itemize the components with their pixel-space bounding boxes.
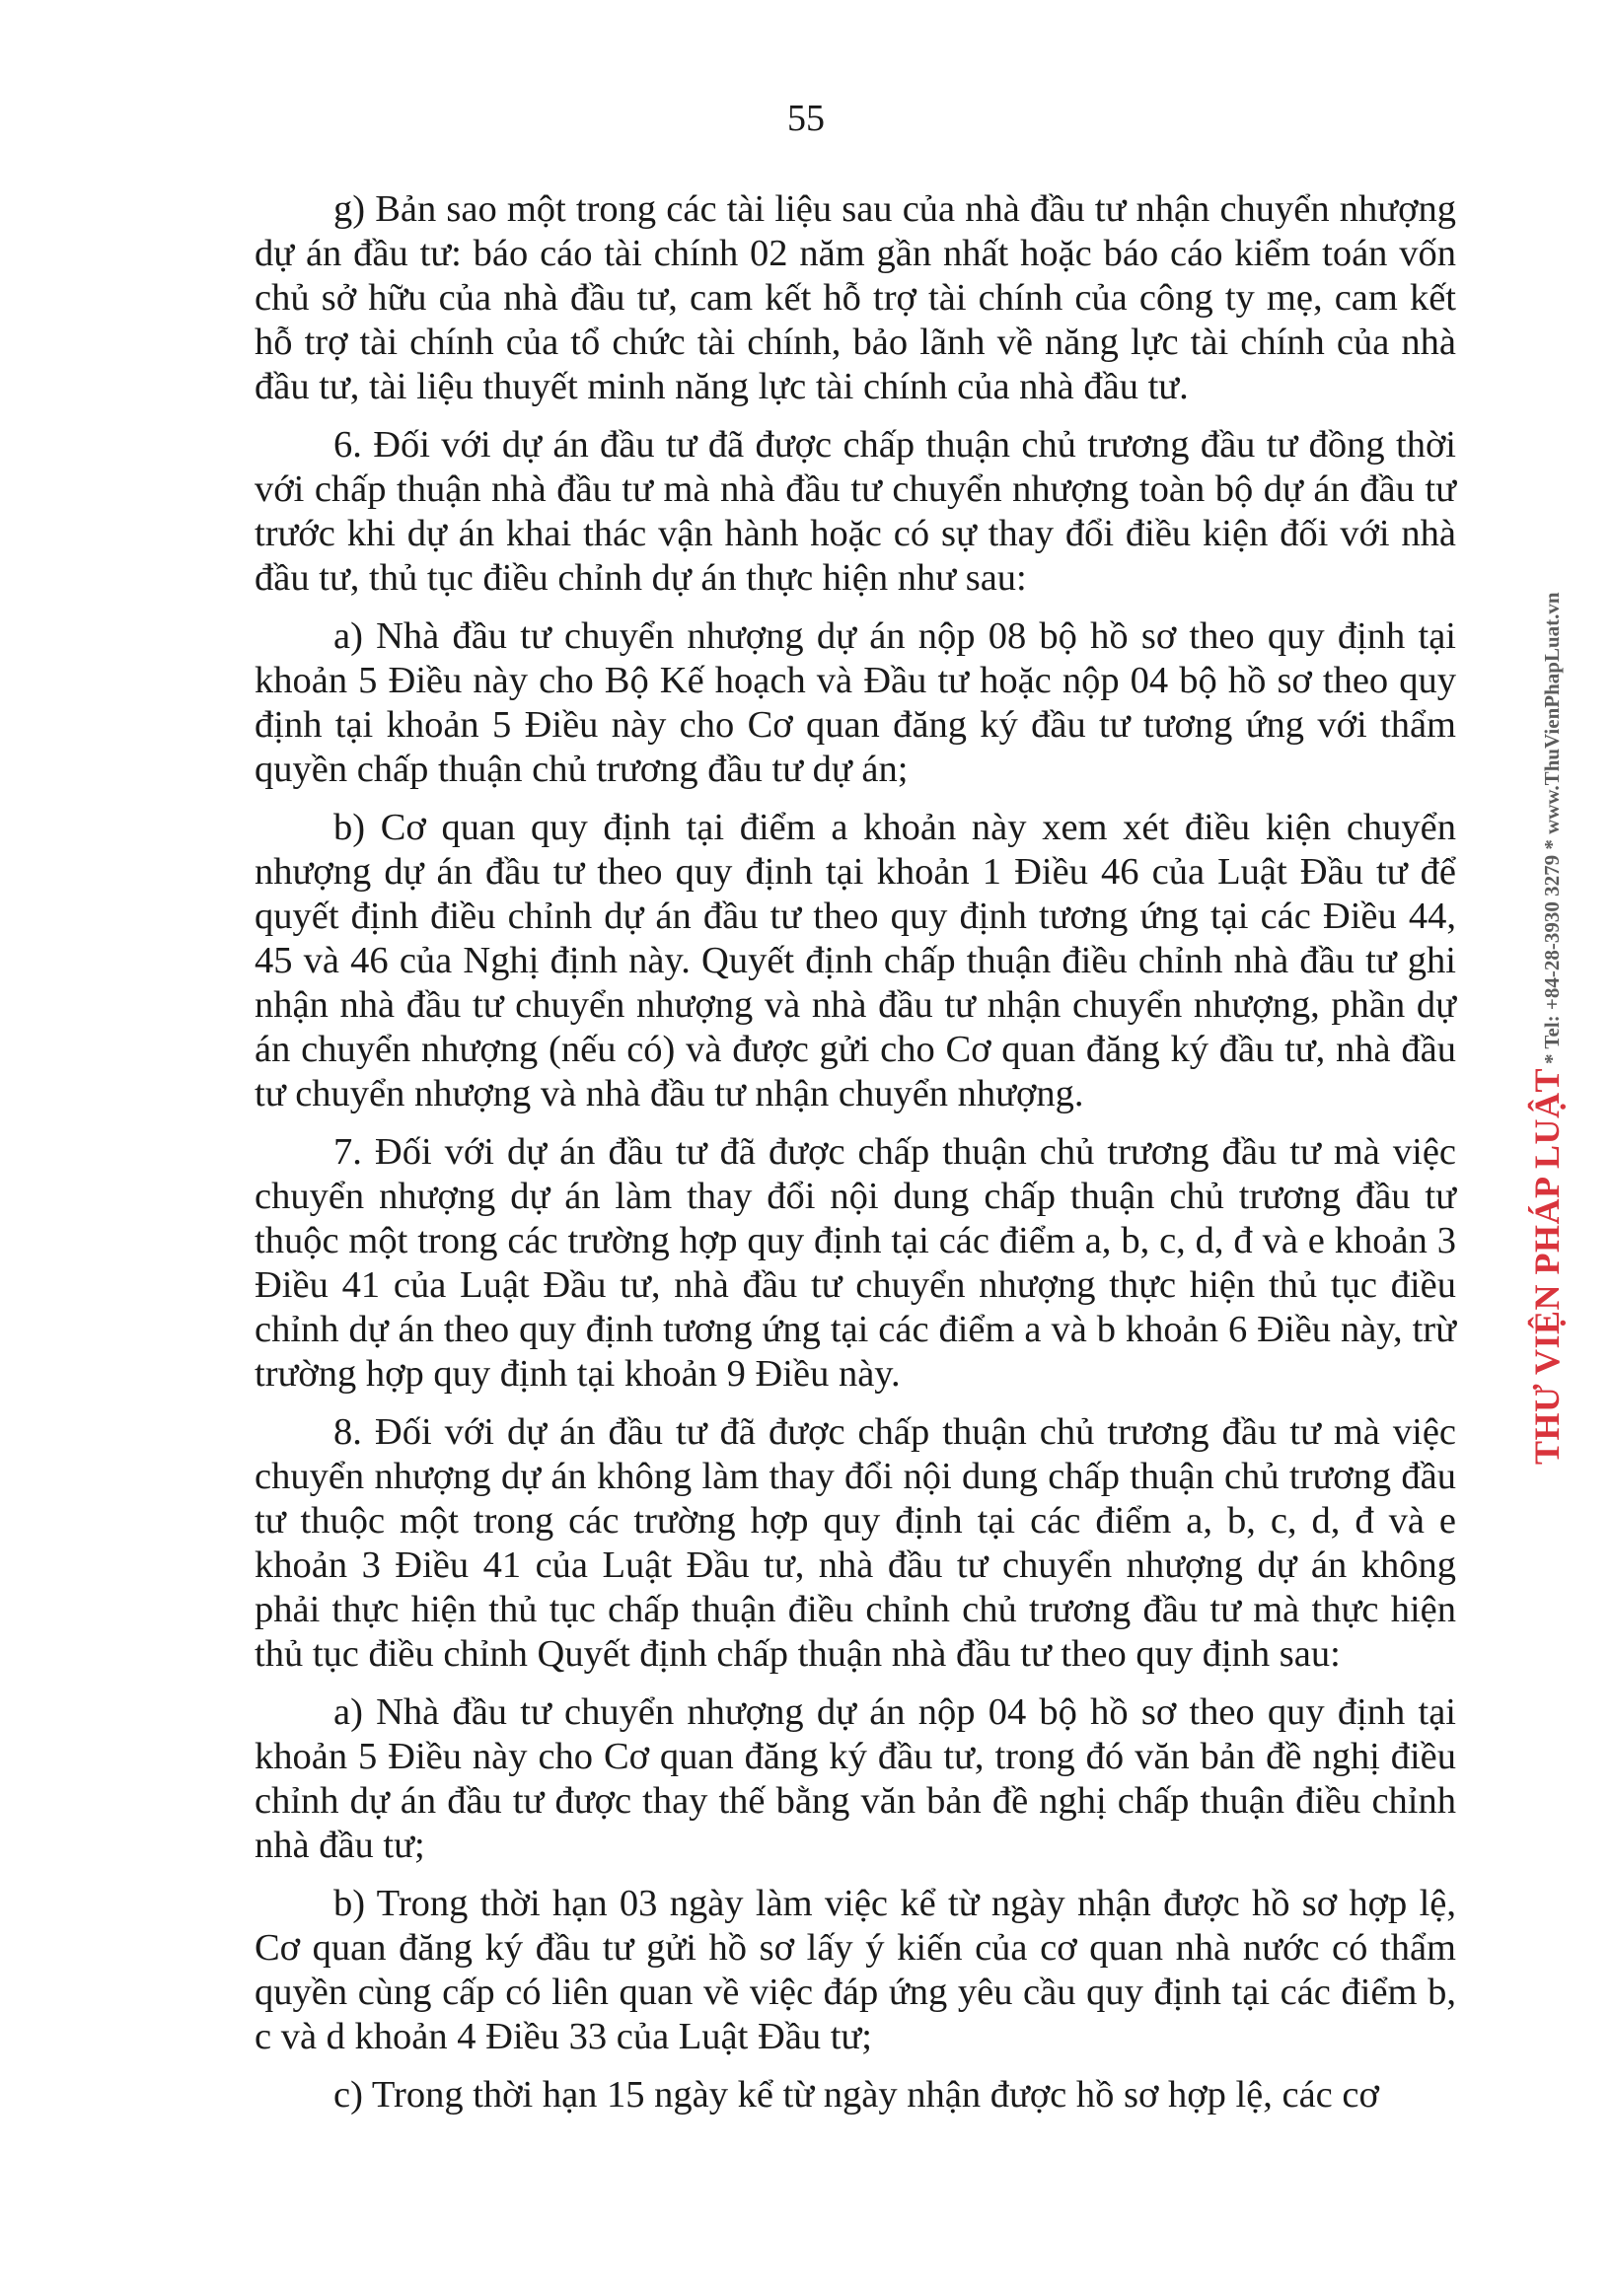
paragraph-clause-6b: b) Cơ quan quy định tại điểm a khoản này xem xét điều kiện chuyển nhượng dự án đầu tư theo quy định tại khoản 1 Điều 46 của Luật Đầu tư để quyết định điều chỉnh dự án đầu tư theo quy định tương ứng tại các Điều 44, 45 và 46 của Nghị định này. Quyết định chấp thuận điều chỉnh nhà đầu tư ghi nhận nhà đầu tư chuyển nhượng và nhà đầu tư nhận chuyển nhượng, phần dự án chuyển nhượng (nếu có) và được gửi cho Cơ quan đăng ký đầu tư, nhà đầu tư chuyển nhượng và nhà đầu tư nhận chuyển nhượng. <box>255 807 1456 1114</box>
paragraph-g-copy-of-documents: g) Bản sao một trong các tài liệu sau của nhà đầu tư nhận chuyển nhượng dự án đầu tư: báo cáo tài chính 02 năm gần nhất hoặc báo cáo kiểm toán vốn chủ sở hữu của nhà đầu tư, cam kết hỗ trợ tài chính của công ty mẹ, cam kết hỗ trợ tài chính của tổ chức tài chính, bảo lãnh về năng lực tài chính của nhà đầu tư, tài liệu thuyết minh năng lực tài chính của nhà đầu tư. <box>255 188 1456 407</box>
paragraph-clause-8: 8. Đối với dự án đầu tư đã được chấp thuận chủ trương đầu tư mà việc chuyển nhượng dự án không làm thay đổi nội dung chấp thuận chủ trương đầu tư thuộc một trong các trường hợp quy định tại các điểm a, b, c, d, đ và e khoản 3 Điều 41 của Luật Đầu tư, nhà đầu tư chuyển nhượng dự án không phải thực hiện thủ tục chấp thuận điều chỉnh chủ trương đầu tư mà thực hiện thủ tục điều chỉnh Quyết định chấp thuận nhà đầu tư theo quy định sau: <box>255 1411 1456 1675</box>
watermark-brand: THƯ VIỆN PHÁP LUẬT <box>1527 1067 1567 1465</box>
page-number: 55 <box>787 98 825 139</box>
paragraph-clause-8b: b) Trong thời hạn 03 ngày làm việc kể từ ngày nhận được hồ sơ hợp lệ, Cơ quan đăng ký đầu tư gửi hồ sơ lấy ý kiến của cơ quan nhà nước có thẩm quyền cùng cấp có liên quan về việc đáp ứng yêu cầu quy định tại các điểm b, c và d khoản 4 Điều 33 của Luật Đầu tư; <box>255 1883 1456 2057</box>
paragraph-clause-6: 6. Đối với dự án đầu tư đã được chấp thuận chủ trương đầu tư đồng thời với chấp thuận nhà đầu tư mà nhà đầu tư chuyển nhượng toàn bộ dự án đầu tư trước khi dự án khai thác vận hành hoặc có sự thay đổi điều kiện đối với nhà đầu tư, thủ tục điều chỉnh dự án thực hiện như sau: <box>255 424 1456 599</box>
paragraph-clause-8c: c) Trong thời hạn 15 ngày kể từ ngày nhận được hồ sơ hợp lệ, các cơ <box>333 2074 1379 2116</box>
document-body <box>255 187 1456 2131</box>
watermark-contact: * Tel: +84-28-3930 3279 * www.ThuVienPhapLuat.vn <box>1540 592 1564 1064</box>
paragraph-clause-8a: a) Nhà đầu tư chuyển nhượng dự án nộp 04 bộ hồ sơ theo quy định tại khoản 5 Điều này cho Cơ quan đăng ký đầu tư, trong đó văn bản đề nghị điều chỉnh dự án đầu tư được thay thế bằng văn bản đề nghị chấp thuận điều chỉnh nhà đầu tư; <box>255 1691 1456 1866</box>
paragraph-clause-6a: a) Nhà đầu tư chuyển nhượng dự án nộp 08 bộ hồ sơ theo quy định tại khoản 5 Điều này cho Bộ Kế hoạch và Đầu tư hoặc nộp 04 bộ hồ sơ theo quy định tại khoản 5 Điều này cho Cơ quan đăng ký đầu tư tương ứng với thẩm quyền chấp thuận chủ trương đầu tư dự án; <box>255 615 1456 790</box>
paragraph-clause-7: 7. Đối với dự án đầu tư đã được chấp thuận chủ trương đầu tư mà việc chuyển nhượng dự án làm thay đổi nội dung chấp thuận chủ trương đầu tư thuộc một trong các trường hợp quy định tại các điểm a, b, c, d, đ và e khoản 3 Điều 41 của Luật Đầu tư, nhà đầu tư chuyển nhượng thực hiện thủ tục điều chỉnh dự án theo quy định tương ứng tại các điểm a và b khoản 6 Điều này, trừ trường hợp quy định tại khoản 9 Điều này. <box>255 1131 1456 1395</box>
side-watermark <box>1527 478 1567 1465</box>
